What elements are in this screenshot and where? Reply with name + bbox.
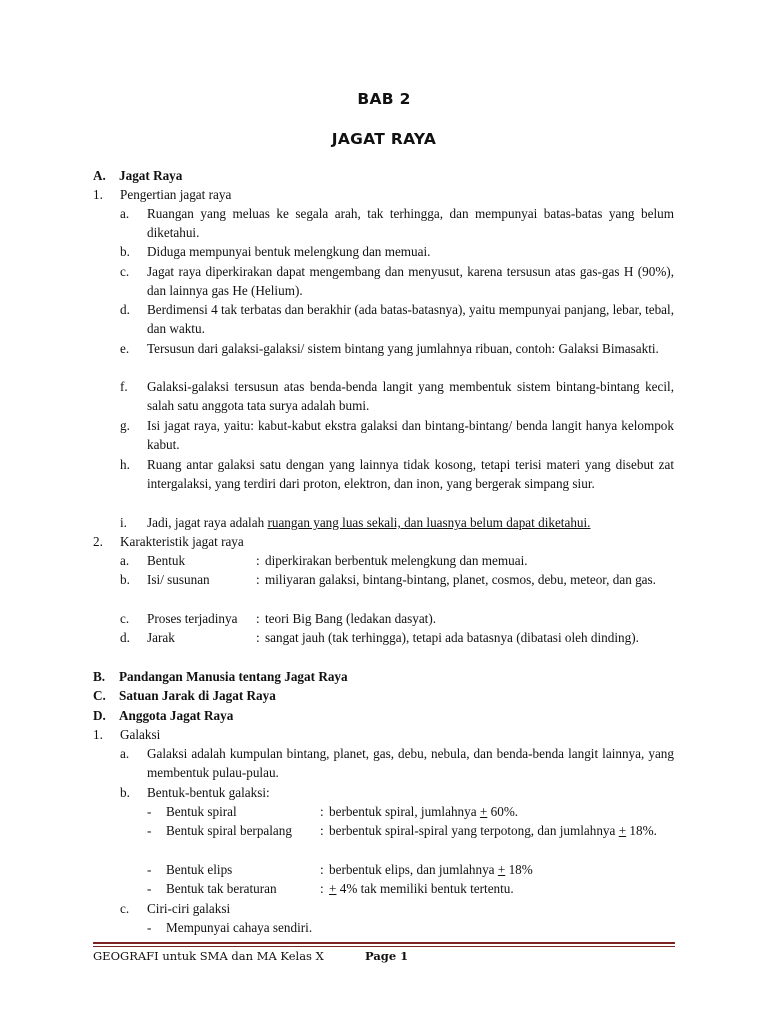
separator: : — [320, 881, 324, 896]
shape-label: Bentuk tak beraturan — [166, 881, 277, 896]
item-text: Galaksi-galaksi tersusun atas benda-benda langit yang membentuk sistem bintang-bintang kecil, salah satu anggota tata surya adalah bumi. — [147, 379, 674, 414]
item-key: d. — [120, 630, 130, 645]
separator: : — [320, 804, 324, 819]
list-item — [93, 185, 680, 204]
footer-rule-thin — [93, 946, 675, 947]
shape-label: Bentuk spiral berpalang — [166, 823, 292, 838]
item-key: a. — [120, 553, 130, 568]
list-item — [120, 377, 674, 415]
item-key: i. — [120, 515, 127, 530]
item-key: b. — [120, 572, 130, 587]
list-item — [120, 783, 674, 802]
section-a-heading — [93, 166, 182, 185]
item-key: h. — [120, 457, 130, 472]
item-key: a. — [120, 206, 130, 221]
footer-rule — [93, 942, 675, 944]
list-item — [120, 300, 674, 338]
list-item — [93, 725, 680, 744]
separator: : — [320, 862, 324, 877]
item-key: c. — [120, 611, 130, 626]
item-key: g. — [120, 418, 130, 433]
bullet-dash: - — [147, 804, 152, 819]
characteristic-row — [120, 570, 674, 608]
shape-value-percent: 18%. — [626, 823, 657, 838]
item-key: 1. — [93, 187, 103, 202]
characteristic-label: Isi/ susunan — [147, 572, 210, 587]
item-key: 1. — [93, 727, 103, 742]
characteristic-label: Bentuk — [147, 553, 186, 568]
characteristic-row — [120, 609, 674, 628]
section-d-heading — [93, 706, 233, 725]
shape-value — [329, 821, 674, 840]
section-key: B. — [93, 669, 106, 684]
section-c-heading — [93, 686, 276, 705]
section-key: C. — [93, 688, 106, 703]
plus-minus-sign: + — [618, 823, 627, 838]
item-key: c. — [120, 264, 130, 279]
separator: : — [320, 823, 324, 838]
item-text: Ruang antar galaksi satu dengan yang lainnya tidak kosong, tetapi terisi materi yang disebut zat intergalaksi, yang terdiri dari proton, elektron, dan inon, yang bergerak simpang siur. — [147, 457, 674, 492]
section-title: Anggota Jagat Raya — [119, 708, 234, 723]
characteristic-value: diperkirakan berbentuk melengkung dan memuai. — [265, 553, 528, 568]
item-key: d. — [120, 302, 130, 317]
item-text: Mempunyai cahaya sendiri. — [166, 920, 313, 935]
bullet-dash: - — [147, 920, 152, 935]
separator: : — [256, 553, 260, 568]
plus-minus-sign: + — [479, 804, 488, 819]
list-item — [120, 744, 674, 782]
bullet-dash: - — [147, 862, 152, 877]
shape-value-percent: 18% — [505, 862, 533, 877]
section-title: Pandangan Manusia tentang Jagat Raya — [119, 669, 348, 684]
characteristic-row — [120, 628, 674, 666]
shape-value-text: berbentuk spiral, jumlahnya — [329, 804, 480, 819]
page-title: JAGAT RAYA — [331, 130, 437, 148]
list-item — [120, 242, 674, 261]
section-key: D. — [93, 708, 106, 723]
list-item — [120, 262, 674, 300]
characteristic-value: sangat jauh (tak terhingga), tetapi ada batasnya (dibatasi oleh dinding). — [265, 630, 639, 645]
separator: : — [256, 611, 260, 626]
item-text: Karakteristik jagat raya — [120, 534, 244, 549]
item-text: Tersusun dari galaksi-galaksi/ sistem bintang yang jumlahnya ribuan, contoh: Galaksi Bimasakti. — [147, 341, 659, 356]
item-key: c. — [120, 901, 130, 916]
galaxy-shape-row — [147, 879, 674, 898]
shape-value-percent: 4% tak memiliki bentuk tertentu. — [336, 881, 514, 896]
item-key: f. — [120, 379, 128, 394]
item-key: e. — [120, 341, 130, 356]
bullet-dash: - — [147, 881, 152, 896]
shape-label: Bentuk spiral — [166, 804, 237, 819]
shape-value — [329, 860, 674, 879]
item-text: Ciri-ciri galaksi — [147, 901, 231, 916]
item-text: Jadi, jagat raya adalah — [147, 515, 268, 530]
galaxy-shape-row — [147, 802, 674, 821]
shape-label: Bentuk elips — [166, 862, 233, 877]
shape-value — [329, 879, 674, 898]
item-key: 2. — [93, 534, 103, 549]
characteristic-label: Proses terjadinya — [147, 611, 238, 626]
characteristic-row — [120, 551, 674, 570]
plus-minus-sign: + — [497, 862, 506, 877]
footer-book-title: GEOGRAFI untuk SMA dan MA Kelas X — [93, 949, 324, 963]
galaxy-shape-row — [147, 860, 674, 879]
bullet-dash: - — [147, 823, 152, 838]
section-key: A. — [93, 168, 106, 183]
item-text: Diduga mempunyai bentuk melengkung dan memuai. — [147, 244, 431, 259]
item-text: Ruangan yang meluas ke segala arah, tak terhingga, dan mempunyai batas-batas yang belum diketahui. — [147, 206, 674, 241]
item-key: b. — [120, 785, 130, 800]
list-item — [120, 204, 674, 242]
list-item — [120, 513, 687, 532]
section-title: Jagat Raya — [119, 168, 183, 183]
shape-value — [329, 802, 674, 821]
separator: : — [256, 630, 260, 645]
item-text: Jagat raya diperkirakan dapat mengembang dan menyusut, karena tersusun atas gas-gas H (90%), dan lainnya gas He (Helium). — [147, 264, 674, 299]
shape-value-text: berbentuk elips, dan jumlahnya — [329, 862, 498, 877]
characteristic-label: Jarak — [147, 630, 175, 645]
shape-value-percent: 60%. — [487, 804, 519, 819]
item-text: Galaksi adalah kumpulan bintang, planet, gas, debu, nebula, dan benda-benda langit lainnya, yang membentuk pulau-pulau. — [147, 746, 674, 781]
underlined-conclusion: ruangan yang luas sekali, dan luasnya belum dapat diketahui. — [267, 515, 591, 530]
shape-value-text: berbentuk spiral-spiral yang terpotong, dan jumlahnya — [329, 823, 619, 838]
galaxy-shape-row — [147, 821, 674, 859]
chapter-label: BAB 2 — [357, 90, 411, 108]
item-key: a. — [120, 746, 130, 761]
plus-minus-sign: + — [329, 881, 337, 896]
list-item — [120, 899, 674, 918]
list-item — [120, 416, 674, 454]
list-item — [120, 339, 674, 358]
item-text: Bentuk-bentuk galaksi: — [147, 785, 270, 800]
item-text: Isi jagat raya, yaitu: kabut-kabut ekstra galaksi dan bintang-bintang/ benda langit hanya kelompok kabut. — [147, 418, 674, 453]
section-b-heading — [93, 667, 348, 686]
item-key: b. — [120, 244, 130, 259]
characteristic-value: teori Big Bang (ledakan dasyat). — [265, 611, 437, 626]
item-text: Galaksi — [120, 727, 161, 742]
item-text: Berdimensi 4 tak terbatas dan berakhir (ada batas-batasnya), yaitu mempunyai panjang, lebar, tebal, dan waktu. — [147, 302, 674, 337]
footer-page-number: Page 1 — [365, 949, 409, 963]
characteristic-value: miliyaran galaksi, bintang-bintang, planet, cosmos, debu, meteor, dan gas. — [265, 572, 656, 587]
list-item — [120, 455, 674, 493]
list-item — [147, 918, 674, 937]
list-item — [93, 532, 680, 551]
separator: : — [256, 572, 260, 587]
item-text: Pengertian jagat raya — [120, 187, 232, 202]
section-title: Satuan Jarak di Jagat Raya — [119, 688, 276, 703]
